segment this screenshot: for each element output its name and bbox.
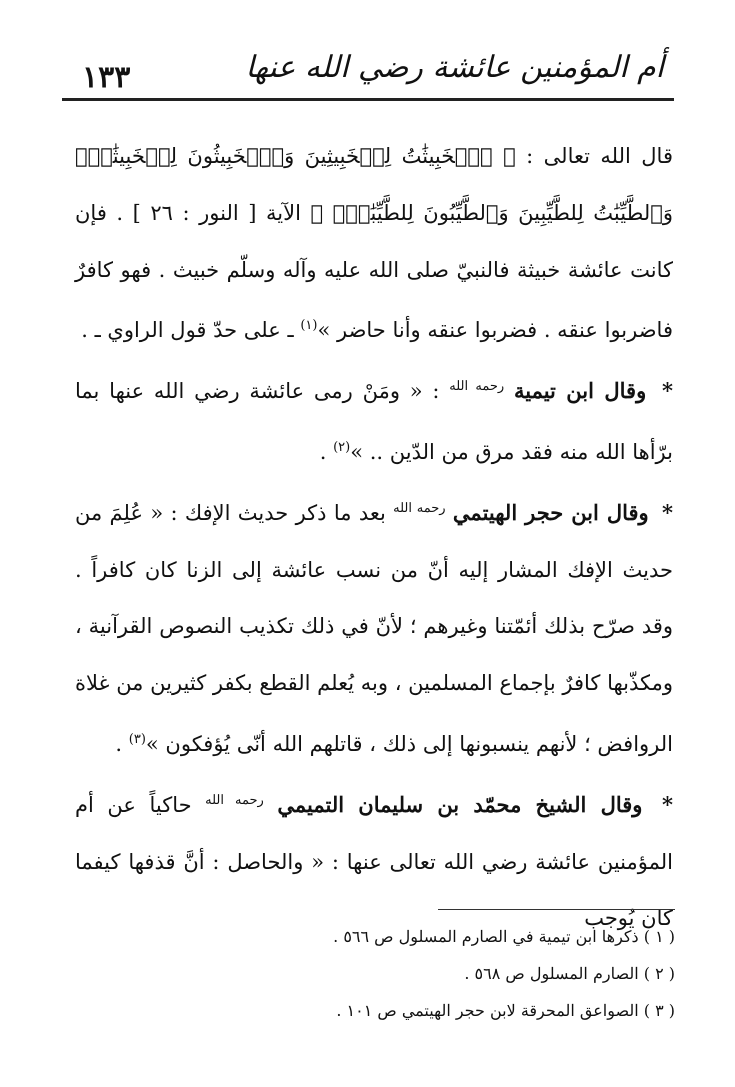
footnote-divider: [438, 909, 675, 910]
honorific: رحمه الله: [393, 500, 446, 516]
header-divider: [62, 98, 674, 101]
paragraph-ibn-hajar: [75, 481, 673, 773]
honorific: رحمه الله: [449, 379, 505, 395]
paragraph-ibn-taymiyyah: [75, 359, 673, 481]
paragraph-quran-quote: [75, 128, 673, 359]
text-line: بعد ما ذكر حديث الإفك : « عُلِمَ من: [75, 500, 386, 525]
text-line: فضربوا عنقه وأنا حاضر »: [317, 318, 538, 343]
footnote-ref: (٣): [128, 731, 146, 747]
text-line: .: [319, 439, 327, 464]
star-bullet: *: [661, 791, 673, 817]
text-line: حديث الإفك المشار إليه أنّ من نسب عائشة إلى الزنا كان كافراً . وقد: [75, 557, 673, 639]
text-line: .: [115, 731, 123, 756]
text-line: حاكياً عن أم المؤمنين: [75, 792, 673, 874]
star-bullet: *: [662, 378, 674, 404]
footnote-3: ( ٣ ) الصواعق المحرقة لابن حجر الهيتمي ص ١٠١ .: [336, 1001, 675, 1020]
text-line: الروافض ؛ لأنهم ينسبونها إلى ذلك ، قاتلهم الله أنّى يُؤفكون »: [145, 731, 673, 756]
text-line: الله منه فقد مرق من الدّين .. »: [350, 439, 626, 464]
footnote-1: ( ١ ) ذكرها ابن تيمية في الصارم المسلول ص ٥٦٦ .: [333, 927, 675, 946]
text-line: ـ على حدّ قول الراوي ـ .: [81, 318, 294, 343]
honorific: رحمه الله: [205, 792, 264, 808]
footnote-ref: (١): [300, 318, 318, 334]
footnote-2: ( ٢ ) الصارم المسلول ص ٥٦٨ .: [464, 964, 675, 983]
running-title: أم المؤمنين عائشة رضي الله عنها: [245, 50, 664, 85]
speaker-name: وقال ابن تيمية: [513, 378, 647, 404]
footnotes: [200, 918, 675, 1029]
page-number: ١٣٣: [82, 60, 131, 95]
speaker-name: وقال الشيخ محمّد بن سليمان التميمي: [277, 791, 643, 817]
main-text: [75, 128, 673, 947]
page-header: [62, 40, 674, 100]
footnote-ref: (٢): [333, 439, 351, 455]
text-line: قال الله تعالى : ﴿ ٱلۡخَبِيثَٰتُ لِلۡخَبِيثِينَ وَٱلۡخَبِيثُونَ لِلۡخَبِيثَٰتِۖ وَٱلطَّيِّبَٰتُ: [75, 144, 673, 225]
star-bullet: *: [662, 499, 673, 525]
text-line: ومكذّبها كافرٌ بإجماع المسلمين ، وبه يُعلم القطع بكفر كثيرين من غلاة: [75, 671, 673, 696]
text-line: عائشة رضي الله تعالى عنها : « والحاصل : أنَّ قذفها كيفما كان يُوجب: [75, 849, 673, 931]
speaker-name: وقال ابن حجر الهيتمي: [452, 499, 649, 525]
text-line: لِلطَّيِّبِينَ وَٱلطَّيِّبُونَ لِلطَّيِّبَٰتِۚ ﴾ الآية [ النور : ٢٦ ] . فإن كانت عائشة خبيثة: [75, 200, 673, 282]
text-line: فالنبيّ صلى الله عليه وآله وسلّم خبيث . فهو كافرٌ فاضربوا عنقه .: [75, 257, 673, 343]
text-line: : « ومَنْ رمى عائشة رضي الله عنها بما برّأها: [75, 379, 673, 464]
text-line: صرّح بذلك أئمّتنا وغيرهم ؛ لأنّ في ذلك تكذيب النصوص القرآنية ،: [75, 614, 635, 639]
